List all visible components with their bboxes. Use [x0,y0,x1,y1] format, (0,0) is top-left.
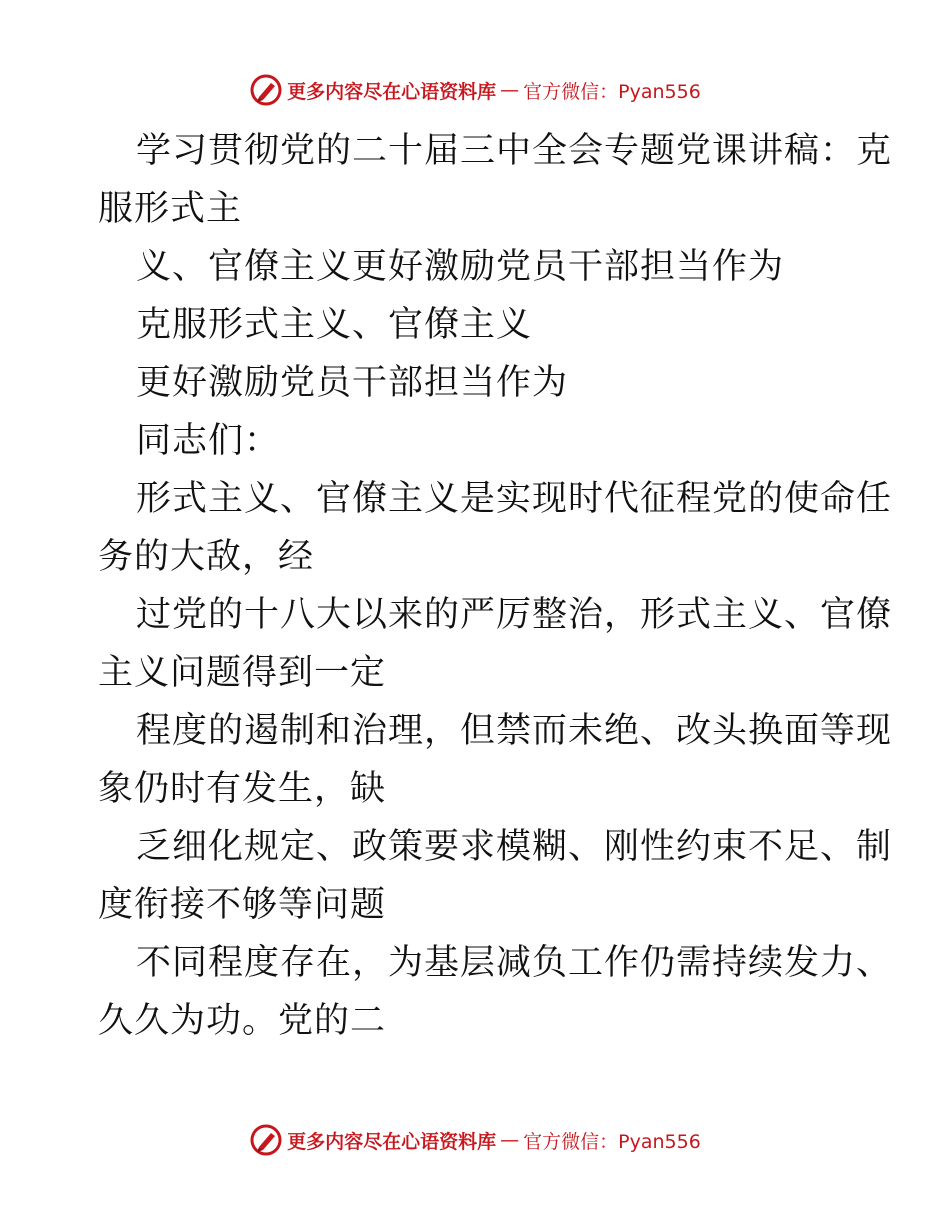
pen-logo-icon [249,73,283,107]
text-line: 主义问题得到一定 [98,653,387,693]
page-header [0,70,950,110]
text-line: 更好激励党员干部担当作为 [136,363,569,403]
header-brand-text: 更多内容尽在心语资料库 [287,80,497,103]
footer-contact: 官方微信：Pyan556 [523,1130,701,1153]
text-line: 过党的十八大以来的严厉整治，形式主义、官僚 [136,595,893,635]
text-line: 不同程度存在，为基层减负工作仍需持续发力、 [136,943,893,983]
text-line: 服形式主 [98,189,243,229]
text-line: 务的大敌，经 [98,537,315,577]
text-line: 久久为功。党的二 [98,1001,387,1041]
header-brand [249,73,701,107]
text-line: 克服形式主义、官僚主义 [136,305,533,345]
text-line: 同志们： [136,421,281,461]
footer-brand [249,1123,701,1157]
text-line: 形式主义、官僚主义是实现时代征程党的使命任 [136,479,893,519]
text-line: 乏细化规定、政策要求模糊、刚性约束不足、制 [136,827,893,867]
page-footer [0,1120,950,1160]
header-contact: 官方微信：Pyan556 [523,80,701,103]
footer-separator: — [500,1129,520,1151]
footer-brand-text: 更多内容尽在心语资料库 [287,1130,497,1153]
text-line: 义、官僚主义更好激励党员干部担当作为 [136,247,785,287]
document-body [98,122,893,1050]
pen-logo-icon [249,1123,283,1157]
text-line: 学习贯彻党的二十届三中全会专题党课讲稿：克 [136,131,893,171]
text-line: 程度的遏制和治理，但禁而未绝、改头换面等现 [136,711,893,751]
text-line: 度衔接不够等问题 [98,885,387,925]
text-line: 象仍时有发生，缺 [98,769,387,809]
header-separator: — [500,79,520,101]
